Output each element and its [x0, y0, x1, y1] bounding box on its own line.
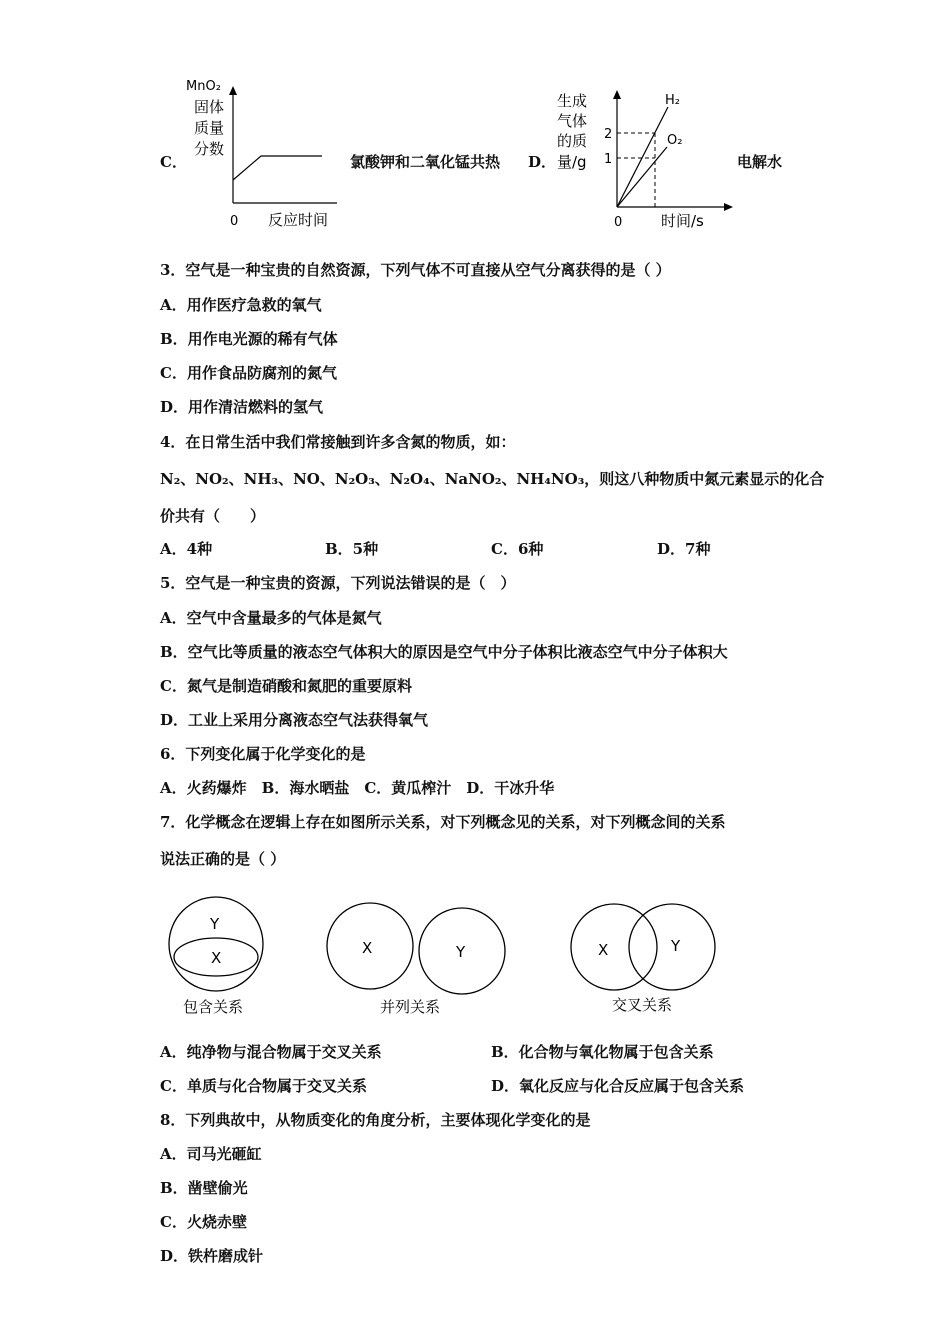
question-4-option-b[interactable]: B．5种 — [325, 540, 379, 558]
option-c-label: C． — [160, 153, 187, 171]
question-5-option-d[interactable]: D．工业上采用分离液态空气法获得氧气 — [160, 711, 429, 729]
question-8-option-b[interactable]: B．凿壁偷光 — [160, 1179, 248, 1197]
graph-d-origin: 0 — [614, 215, 623, 230]
graph-d-x-arrow — [724, 203, 733, 211]
graph-d-y-arrow — [613, 90, 621, 99]
graph-d-legend-h2: H₂ — [665, 93, 680, 108]
graph-c-y-label-line: 分数 — [194, 140, 225, 158]
question-7-stem: 7．化学概念在逻辑上存在如图所示关系，对下列概念见的关系，对下列概念间的关系 — [160, 813, 726, 831]
graph-c-origin: 0 — [230, 214, 239, 229]
graph-c-y-label-line: 质量 — [194, 119, 225, 137]
graph-d-x-label: 时间/s — [661, 212, 704, 230]
question-8-option-a[interactable]: A．司马光砸缸 — [160, 1145, 262, 1163]
graph-d-caption: 电解水 — [737, 153, 783, 171]
question-5-stem: 5．空气是一种宝贵的资源，下列说法错误的是（ ） — [160, 574, 516, 592]
question-8-option-c[interactable]: C．火烧赤壁 — [160, 1213, 247, 1231]
graph-d-y-label-line: 量/g — [557, 153, 587, 171]
question-8-option-d[interactable]: D．铁杵磨成针 — [160, 1247, 264, 1265]
cross-left-label: X — [598, 941, 609, 959]
parallel-left-label: X — [362, 939, 373, 957]
include-inner-label: X — [211, 949, 222, 967]
graph-d — [555, 82, 740, 232]
question-5-option-a[interactable]: A．空气中含量最多的气体是氮气 — [160, 609, 382, 627]
question-8-stem: 8．下列典故中，从物质变化的角度分析，主要体现化学变化的是 — [160, 1111, 591, 1129]
question-6-options[interactable]: A．火药爆炸 B．海水晒盐 C．黄瓜榨汁 D．干冰升华 — [160, 779, 555, 797]
graph-d-tick-2: 2 — [604, 127, 613, 142]
option-d-label: D． — [528, 153, 557, 171]
include-outer-label: Y — [210, 915, 220, 933]
question-5-option-b[interactable]: B．空气比等质量的液态空气体积大的原因是空气中分子体积比液态空气中分子体积大 — [160, 643, 728, 661]
include-caption: 包含关系 — [183, 998, 244, 1016]
question-3-option-d[interactable]: D．用作清洁燃料的氢气 — [160, 398, 324, 416]
question-7-option-b[interactable]: B．化合物与氧化物属于包含关系 — [491, 1043, 714, 1061]
cross-caption: 交叉关系 — [612, 996, 673, 1014]
include-outer-circle — [169, 897, 263, 991]
question-7-option-d[interactable]: D．氧化反应与化合反应属于包含关系 — [491, 1077, 745, 1095]
graph-c-x-label: 反应时间 — [268, 211, 329, 229]
graph-c-caption: 氯酸钾和二氧化锰共热 — [350, 153, 501, 171]
question-6-stem: 6．下列变化属于化学变化的是 — [160, 745, 366, 763]
graph-c-y-label-top: MnO₂ — [186, 79, 221, 94]
graph-d-tick-1: 1 — [604, 152, 613, 167]
question-4-tail: 价共有（ ） — [160, 507, 266, 525]
question-7-option-a[interactable]: A．纯净物与混合物属于交叉关系 — [160, 1043, 382, 1061]
parallel-right-label: Y — [456, 943, 466, 961]
question-7-stem-cont: 说法正确的是（ ） — [160, 850, 286, 868]
question-7-option-c[interactable]: C．单质与化合物属于交叉关系 — [160, 1077, 367, 1095]
graph-c-y-arrow — [229, 86, 237, 95]
graph-c-y-label-line: 固体 — [194, 98, 225, 116]
question-3-option-c[interactable]: C．用作食品防腐剂的氮气 — [160, 364, 337, 382]
cross-left-circle — [571, 904, 657, 990]
question-4-option-a[interactable]: A．4种 — [160, 540, 213, 558]
cross-right-label: Y — [671, 937, 681, 955]
graph-d-legend-o2: O₂ — [667, 133, 683, 148]
graph-d-line-o2 — [617, 147, 667, 207]
graph-d-y-label-line: 生成 — [557, 92, 588, 110]
graph-d-line-h2 — [617, 107, 668, 207]
question-3-stem: 3．空气是一种宝贵的自然资源，下列气体不可直接从空气分离获得的是（ ） — [160, 261, 671, 279]
question-3-option-a[interactable]: A．用作医疗急救的氧气 — [160, 296, 322, 314]
question-5-option-c[interactable]: C．氮气是制造硝酸和氮肥的重要原料 — [160, 677, 412, 695]
question-3-option-b[interactable]: B．用作电光源的稀有气体 — [160, 330, 338, 348]
graph-c — [182, 72, 342, 232]
parallel-caption: 并列关系 — [380, 998, 441, 1016]
graph-c-curve — [233, 156, 322, 180]
question-4-stem: 4．在日常生活中我们常接触到许多含氮的物质，如： — [160, 433, 516, 451]
question-4-option-c[interactable]: C．6种 — [491, 540, 544, 558]
question-4-option-d[interactable]: D．7种 — [657, 540, 711, 558]
relation-diagram — [150, 885, 730, 1025]
graph-d-y-label-line: 的质 — [557, 132, 588, 150]
question-4-formulas: N₂、NO₂、NH₃、NO、N₂O₃、N₂O₄、NaNO₂、NH₄NO₃，则这八种物质中氮元素显示的化合 — [160, 470, 825, 488]
graph-d-y-label-line: 气体 — [557, 112, 588, 130]
